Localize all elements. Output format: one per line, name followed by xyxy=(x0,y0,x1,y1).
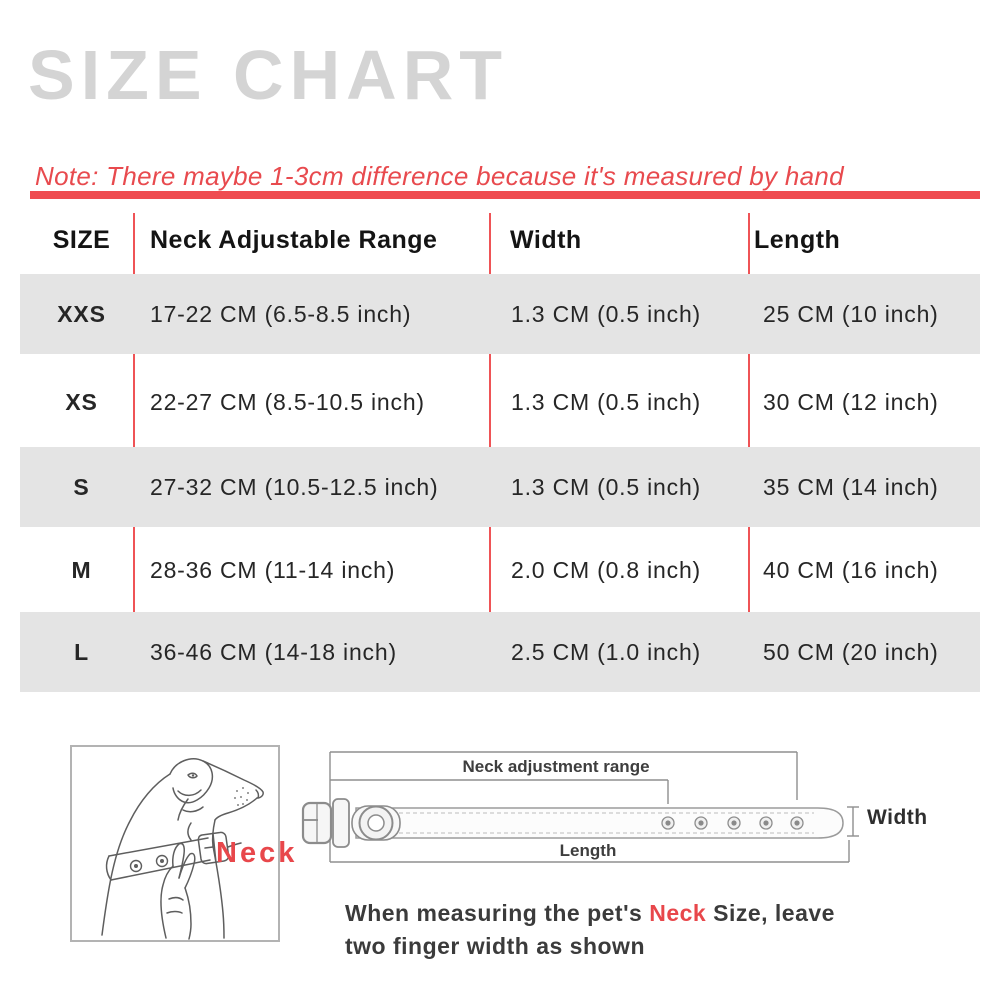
row-size-label: M xyxy=(71,557,92,583)
row-size-label: L xyxy=(74,639,89,665)
row-neck-value: 17-22 CM (6.5-8.5 inch) xyxy=(150,301,412,327)
row-neck-value: 27-32 CM (10.5-12.5 inch) xyxy=(150,474,439,500)
row-length-value: 50 CM (20 inch) xyxy=(763,639,939,665)
table-row xyxy=(20,274,980,354)
neck-adjustment-range-label: Neck adjustment range xyxy=(462,757,650,776)
row-width-value: 2.0 CM (0.8 inch) xyxy=(511,557,701,583)
table-row xyxy=(20,447,980,527)
row-length-value: 35 CM (14 inch) xyxy=(763,474,939,500)
note-underline xyxy=(30,191,980,199)
row-length-value: 25 CM (10 inch) xyxy=(763,301,939,327)
row-neck-value: 28-36 CM (11-14 inch) xyxy=(150,557,396,583)
row-width-value: 2.5 CM (1.0 inch) xyxy=(511,639,701,665)
instruction-neck-highlight: Neck xyxy=(649,900,707,926)
table-row xyxy=(20,612,980,692)
table-row xyxy=(20,529,980,612)
instruction-suffix: Size, leave xyxy=(706,900,835,926)
header-neck: Neck Adjustable Range xyxy=(150,226,438,254)
instruction-line2: two finger width as shown xyxy=(345,933,645,959)
row-width-value: 1.3 CM (0.5 inch) xyxy=(511,474,701,500)
neck-label: Neck xyxy=(216,837,298,869)
row-width-value: 1.3 CM (0.5 inch) xyxy=(511,301,701,327)
table-row xyxy=(20,361,980,444)
length-label: Length xyxy=(559,841,617,860)
page-title: SIZE CHART xyxy=(28,36,508,114)
row-width-value: 1.3 CM (0.5 inch) xyxy=(511,389,701,415)
measuring-instruction xyxy=(345,897,835,963)
header-width: Width xyxy=(510,226,582,254)
instruction-prefix: When measuring the pet's xyxy=(345,900,650,926)
header-size: SIZE xyxy=(52,226,111,254)
header-length: Length xyxy=(754,226,841,254)
row-size-label: XS xyxy=(65,389,98,415)
row-size-label: S xyxy=(73,474,90,500)
row-size-label: XXS xyxy=(57,301,106,327)
row-neck-value: 36-46 CM (14-18 inch) xyxy=(150,639,397,665)
collar-drawing xyxy=(302,799,843,847)
row-neck-value: 22-27 CM (8.5-10.5 inch) xyxy=(150,389,425,415)
note-text: Note: There maybe 1-3cm difference because it's measured by hand xyxy=(35,161,844,191)
row-length-value: 30 CM (12 inch) xyxy=(763,389,939,415)
row-length-value: 40 CM (16 inch) xyxy=(763,557,939,583)
table-header-row xyxy=(20,206,980,274)
width-label: Width xyxy=(867,806,928,829)
